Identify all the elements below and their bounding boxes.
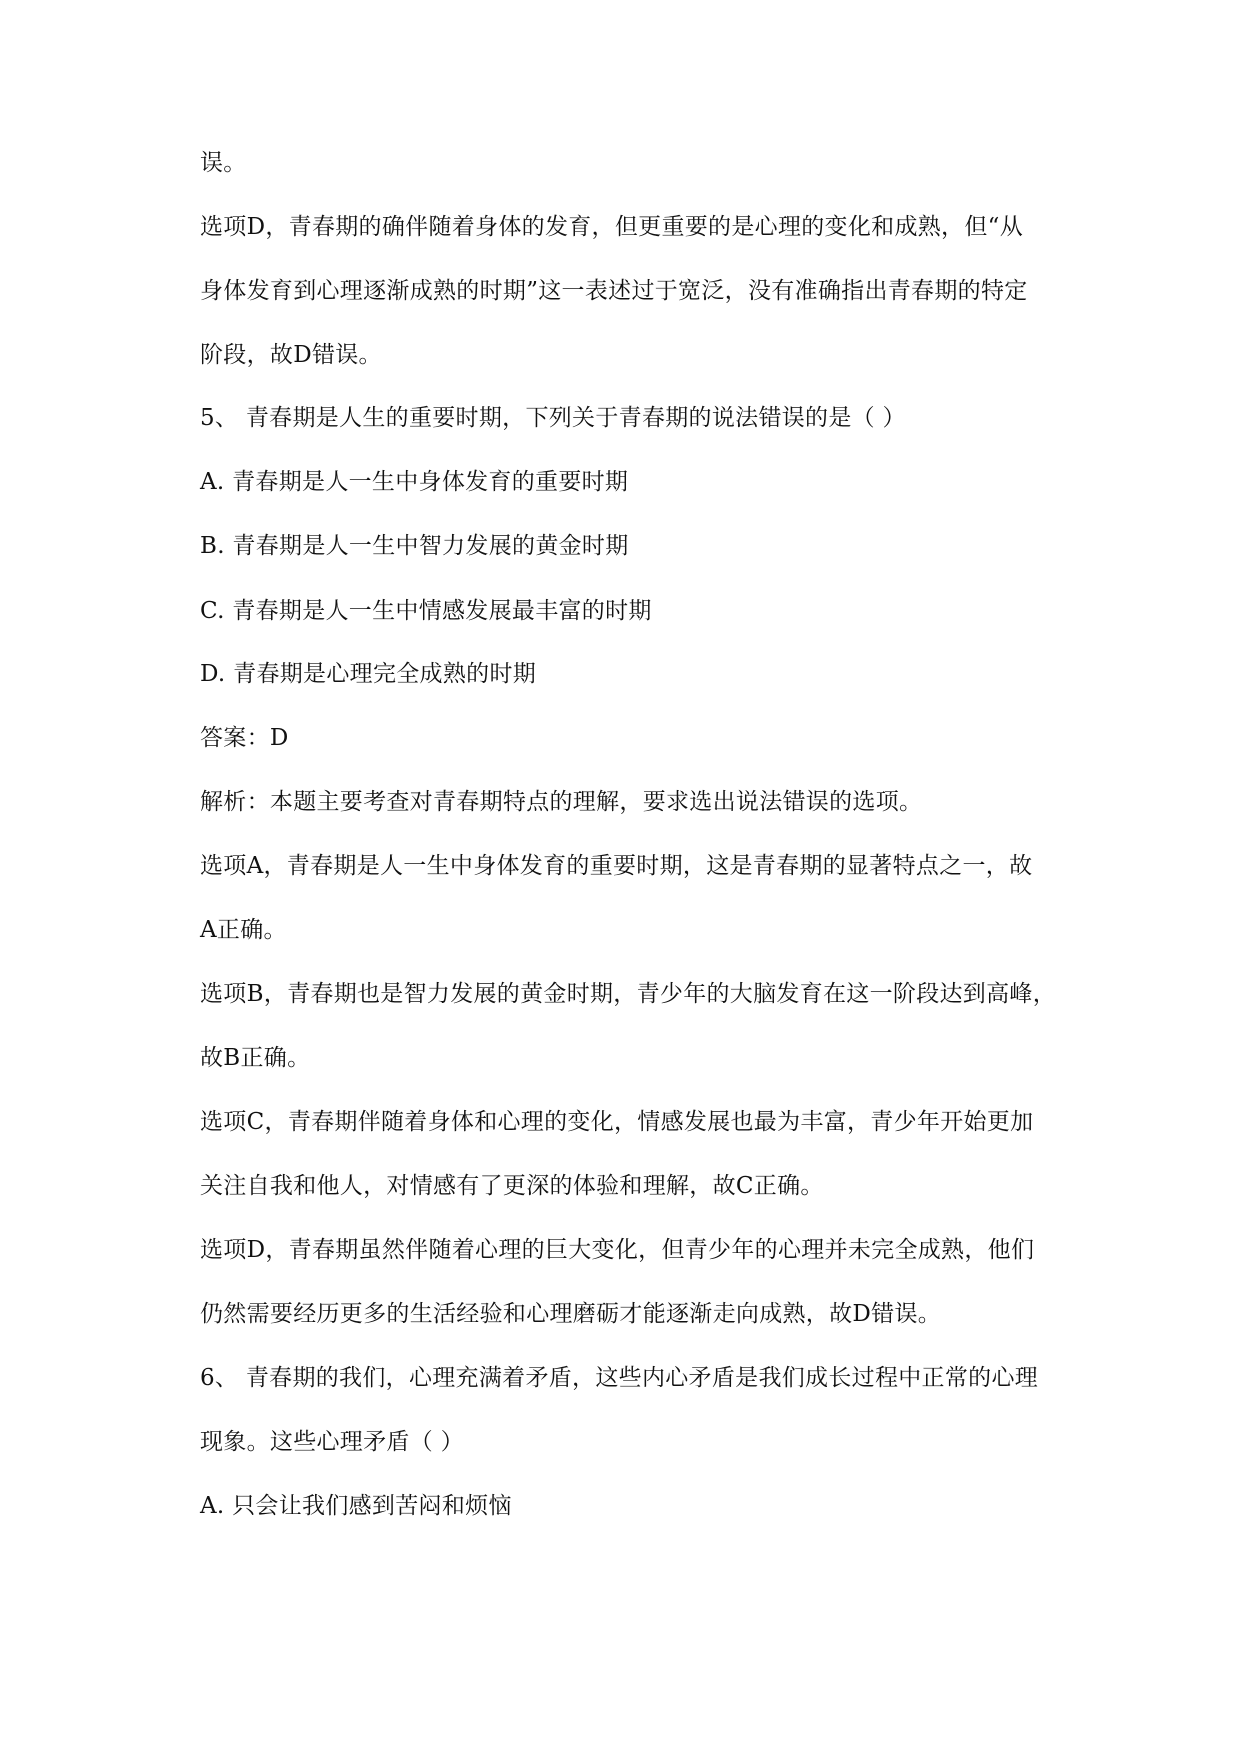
question-5-analysis-c-1: 选项C，青春期伴随着身体和心理的变化，情感发展也最为丰富，青少年开始更加	[200, 1109, 1034, 1135]
question-5-option-c: C. 青春期是人一生中情感发展最丰富的时期	[200, 598, 652, 624]
text-line-option-d-analysis-2: 身体发育到心理逐渐成熟的时期”这一表述过于宽泛，没有准确指出青春期的特定	[200, 278, 1028, 304]
question-6-stem-1: 6、 青春期的我们，心理充满着矛盾，这些内心矛盾是我们成长过程中正常的心理	[200, 1365, 1039, 1391]
text-line-option-d-analysis-3: 阶段，故D错误。	[200, 342, 382, 368]
question-5-analysis-b-2: 故B正确。	[200, 1045, 311, 1071]
question-5-analysis-c-2: 关注自我和他人，对情感有了更深的体验和理解，故C正确。	[200, 1173, 824, 1199]
question-5-analysis-a-1: 选项A，青春期是人一生中身体发育的重要时期，这是青春期的显著特点之一，故	[200, 853, 1033, 879]
question-5-option-d: D. 青春期是心理完全成熟的时期	[200, 661, 537, 687]
text-line-prev-answer-end: 误。	[200, 150, 247, 176]
question-5-analysis-a-2: A正确。	[200, 917, 287, 943]
question-5-option-a: A. 青春期是人一生中身体发育的重要时期	[200, 469, 629, 495]
question-5-analysis-intro: 解析：本题主要考查对青春期特点的理解，要求选出说法错误的选项。	[200, 789, 923, 815]
question-5-answer: 答案：D	[200, 725, 289, 751]
question-5-analysis-d-1: 选项D，青春期虽然伴随着心理的巨大变化，但青少年的心理并未完全成熟，他们	[200, 1237, 1035, 1263]
question-5-analysis-d-2: 仍然需要经历更多的生活经验和心理磨砺才能逐渐走向成熟，故D错误。	[200, 1301, 942, 1327]
question-5-analysis-b-1: 选项B，青春期也是智力发展的黄金时期，青少年的大脑发育在这一阶段达到高峰，	[200, 981, 1057, 1007]
question-6-option-a: A. 只会让我们感到苦闷和烦恼	[200, 1493, 512, 1519]
text-line-option-d-analysis-1: 选项D，青春期的确伴随着身体的发育，但更重要的是心理的变化和成熟，但“从	[200, 214, 1023, 240]
question-5-stem: 5、 青春期是人生的重要时期，下列关于青春期的说法错误的是（ ）	[200, 405, 906, 431]
question-5-option-b: B. 青春期是人一生中智力发展的黄金时期	[200, 533, 629, 559]
question-6-stem-2: 现象。这些心理矛盾（ ）	[200, 1429, 464, 1455]
